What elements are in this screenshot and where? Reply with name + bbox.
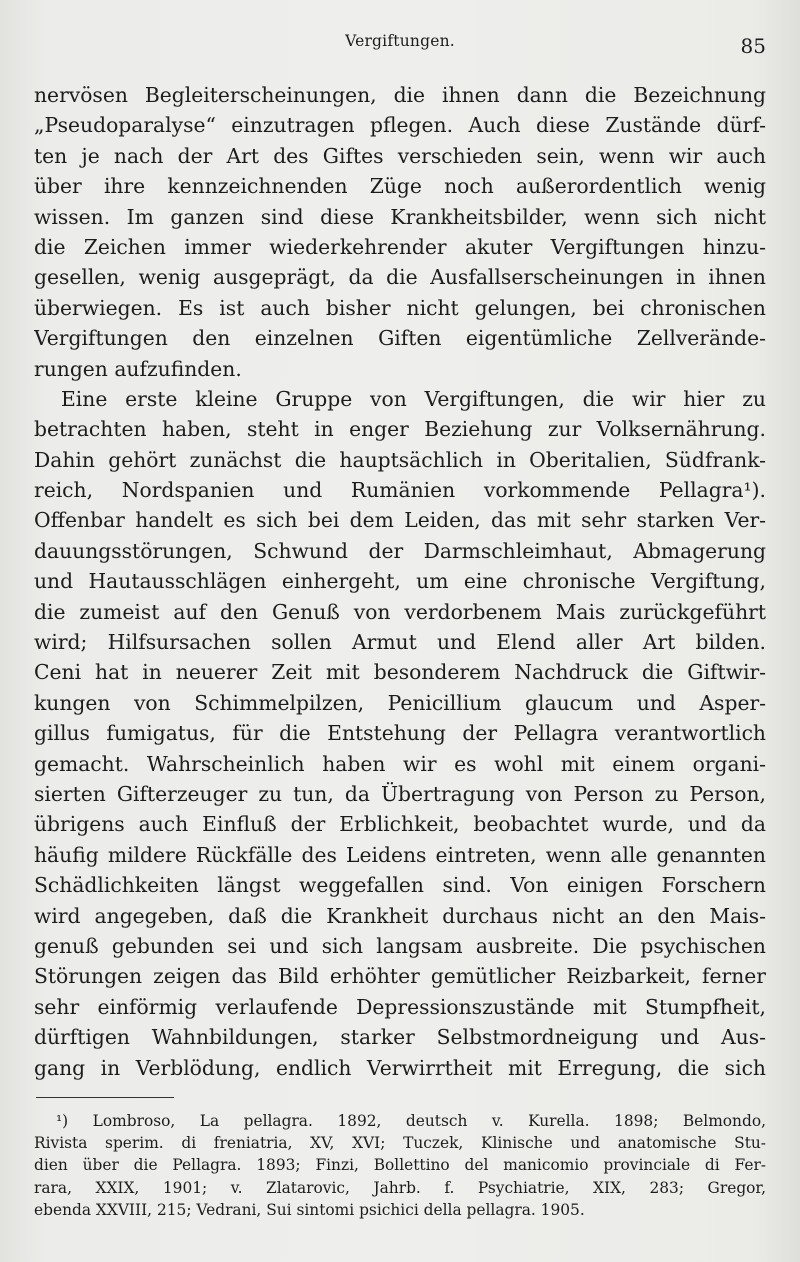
text-line: Eine erste kleine Gruppe von Vergiftungen, die wir hier zu bbox=[61, 386, 766, 411]
text-line: ten je nach der Art des Giftes verschieden sein, wenn wir auch bbox=[34, 143, 766, 168]
text-line: reich, Nordspanien und Rumänien vorkommende Pellagra¹). bbox=[34, 478, 766, 503]
text-line: nervösen Begleiterscheinungen, die ihnen dann die Bezeichnung bbox=[34, 83, 766, 107]
page-number: 85 bbox=[740, 34, 766, 58]
text-line: rungen aufzufinden. bbox=[34, 356, 242, 381]
text-line: genuß gebunden sei und sich langsam ausbreite. Die psychischen bbox=[34, 933, 766, 958]
running-head: Vergiftungen. bbox=[345, 32, 455, 50]
text-line: sehr einförmig verlaufende Depressionszustände mit Stumpfheit, bbox=[34, 994, 766, 1019]
text-line: häufig mildere Rückfälle des Leidens eintreten, wenn alle genannten bbox=[34, 842, 766, 867]
text-line: Ceni hat in neuerer Zeit mit besonderem Nachdruck die Giftwir- bbox=[34, 660, 766, 685]
text-line: dauungsstörungen, Schwund der Darmschleimhaut, Abmagerung bbox=[34, 538, 766, 563]
text-line: Offenbar handelt es sich bei dem Leiden, das mit sehr starken Ver- bbox=[34, 508, 766, 533]
footnote-line: rara, XXIX, 1901; v. Zlatarovic, Jahrb. f. Psychiatrie, XIX, 283; Gregor, bbox=[34, 1178, 766, 1197]
text-line: Schädlichkeiten längst weggefallen sind. Von einigen Forschern bbox=[34, 873, 766, 898]
text-line: betrachten haben, steht in enger Beziehung zur Volksernährung. bbox=[34, 417, 766, 442]
text-line: über ihre kennzeichnenden Züge noch außerordentlich wenig bbox=[34, 174, 766, 199]
text-line: übrigens auch Einfluß der Erblichkeit, beobachtet wurde, und da bbox=[34, 812, 766, 837]
text-line: wird angegeben, daß die Krankheit durchaus nicht an den Mais- bbox=[34, 903, 766, 928]
text-line: Störungen zeigen das Bild erhöhter gemütlicher Reizbarkeit, ferner bbox=[34, 964, 766, 989]
text-line: „Pseudoparalyse“ einzutragen pflegen. Auch diese Zustände dürf- bbox=[34, 113, 766, 138]
footnote-line: ebenda XXVIII, 215; Vedrani, Sui sintomi psichici della pellagra. 1905. bbox=[34, 1200, 585, 1219]
text-line: und Hautausschlägen einhergeht, um eine chronische Vergiftung, bbox=[34, 569, 766, 594]
page-header bbox=[34, 30, 766, 60]
footnotes bbox=[34, 1110, 766, 1221]
text-line: gang in Verblödung, endlich Verwirrtheit mit Erregung, die sich bbox=[34, 1055, 766, 1080]
footnote-line: Rivista sperim. di freniatria, XV, XVI; Tuczek, Klinische und anatomische Stu- bbox=[34, 1134, 766, 1153]
text-line: wissen. Im ganzen sind diese Krankheitsbilder, wenn sich nicht bbox=[34, 204, 766, 229]
text-line: dürftigen Wahnbildungen, starker Selbstmordneigung und Aus- bbox=[34, 1025, 766, 1050]
text-line: die zumeist auf den Genuß von verdorbenem Mais zurückgeführt bbox=[34, 599, 766, 624]
footnote-line: ¹) Lombroso, La pellagra. 1892, deutsch v. Kurella. 1898; Belmondo, bbox=[56, 1112, 766, 1130]
text-line: sierten Gifterzeuger zu tun, da Übertragung von Person zu Person, bbox=[34, 781, 766, 806]
footnote-line: dien über die Pellagra. 1893; Finzi, Bollettino del manicomio provinciale di Fer- bbox=[34, 1156, 766, 1175]
main-text bbox=[34, 80, 766, 1083]
text-line: gemacht. Wahrscheinlich haben wir es wohl mit einem organi- bbox=[34, 751, 766, 776]
text-line: wird; Hilfsursachen sollen Armut und Elend aller Art bilden. bbox=[34, 630, 766, 655]
text-line: Dahin gehört zunächst die hauptsächlich in Oberitalien, Südfrank- bbox=[34, 447, 766, 472]
text-line: gesellen, wenig ausgeprägt, da die Ausfallserscheinungen in ihnen bbox=[34, 265, 766, 290]
footnote-rule bbox=[36, 1097, 174, 1098]
text-line: überwiegen. Es ist auch bisher nicht gelungen, bei chronischen bbox=[34, 295, 766, 320]
text-line: Vergiftungen den einzelnen Giften eigentümliche Zellverände- bbox=[34, 326, 766, 351]
text-line: die Zeichen immer wiederkehrender akuter Vergiftungen hinzu- bbox=[34, 234, 766, 259]
text-line: gillus fumigatus, für die Entstehung der Pellagra verantwortlich bbox=[34, 721, 766, 746]
text-line: kungen von Schimmelpilzen, Penicillium glaucum und Asper- bbox=[34, 690, 766, 715]
